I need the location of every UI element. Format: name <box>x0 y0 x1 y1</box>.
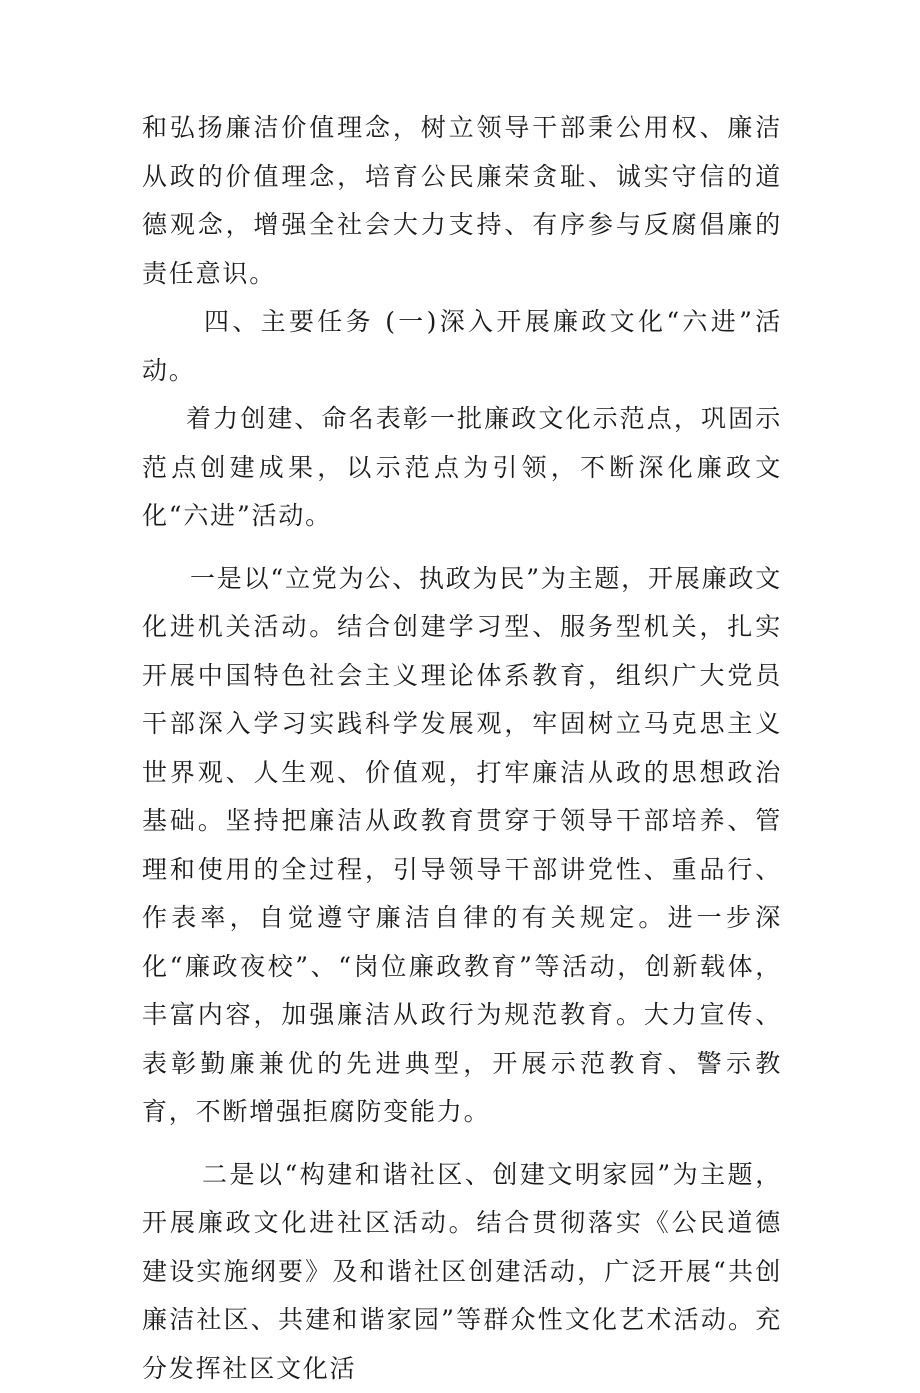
document-body <box>142 104 782 1393</box>
paragraph-demonstration: 着力创建、命名表彰一批廉政文化示范点，巩固示范点创建成果，以示范点为引领，不断深化廉政文化“六进”活动。 <box>142 395 782 541</box>
section-heading: 四、主要任务 (一)深入开展廉政文化“六进”活动。 <box>142 298 782 395</box>
paragraph-values: 和弘扬廉洁价值理念，树立领导干部秉公用权、廉洁从政的价值理念，培育公民廉荣贪耻、诚实守信的道德观念，增强全社会大力支持、有序参与反腐倡廉的责任意识。 <box>142 104 782 298</box>
paragraph-organs: 一是以“立党为公、执政为民”为主题，开展廉政文化进机关活动。结合创建学习型、服务型机关，扎实开展中国特色社会主义理论体系教育，组织广大党员干部深入学习实践科学发展观，牢固树立马克思主义世界观、人生观、价值观，打牢廉洁从政的思想政治基础。坚持把廉洁从政教育贯穿于领导干部培养、管理和使用的全过程，引导领导干部讲党性、重品行、作表率，自觉遵守廉洁自律的有关规定。进一步深化“廉政夜校”、“岗位廉政教育”等活动，创新载体，丰富内容，加强廉洁从政行为规范教育。大力宣传、表彰勤廉兼优的先进典型，开展示范教育、警示教育，不断增强拒腐防变能力。 <box>142 555 782 1137</box>
paragraph-community: 二是以“构建和谐社区、创建文明家园”为主题， 开展廉政文化进社区活动。结合贯彻落实《公民道德建设实施纲要》及和谐社区创建活动，广泛开展“共创廉洁社区、共建和谐家园”等群众性文化艺术活动。充分发挥社区文化活 <box>142 1151 782 1393</box>
